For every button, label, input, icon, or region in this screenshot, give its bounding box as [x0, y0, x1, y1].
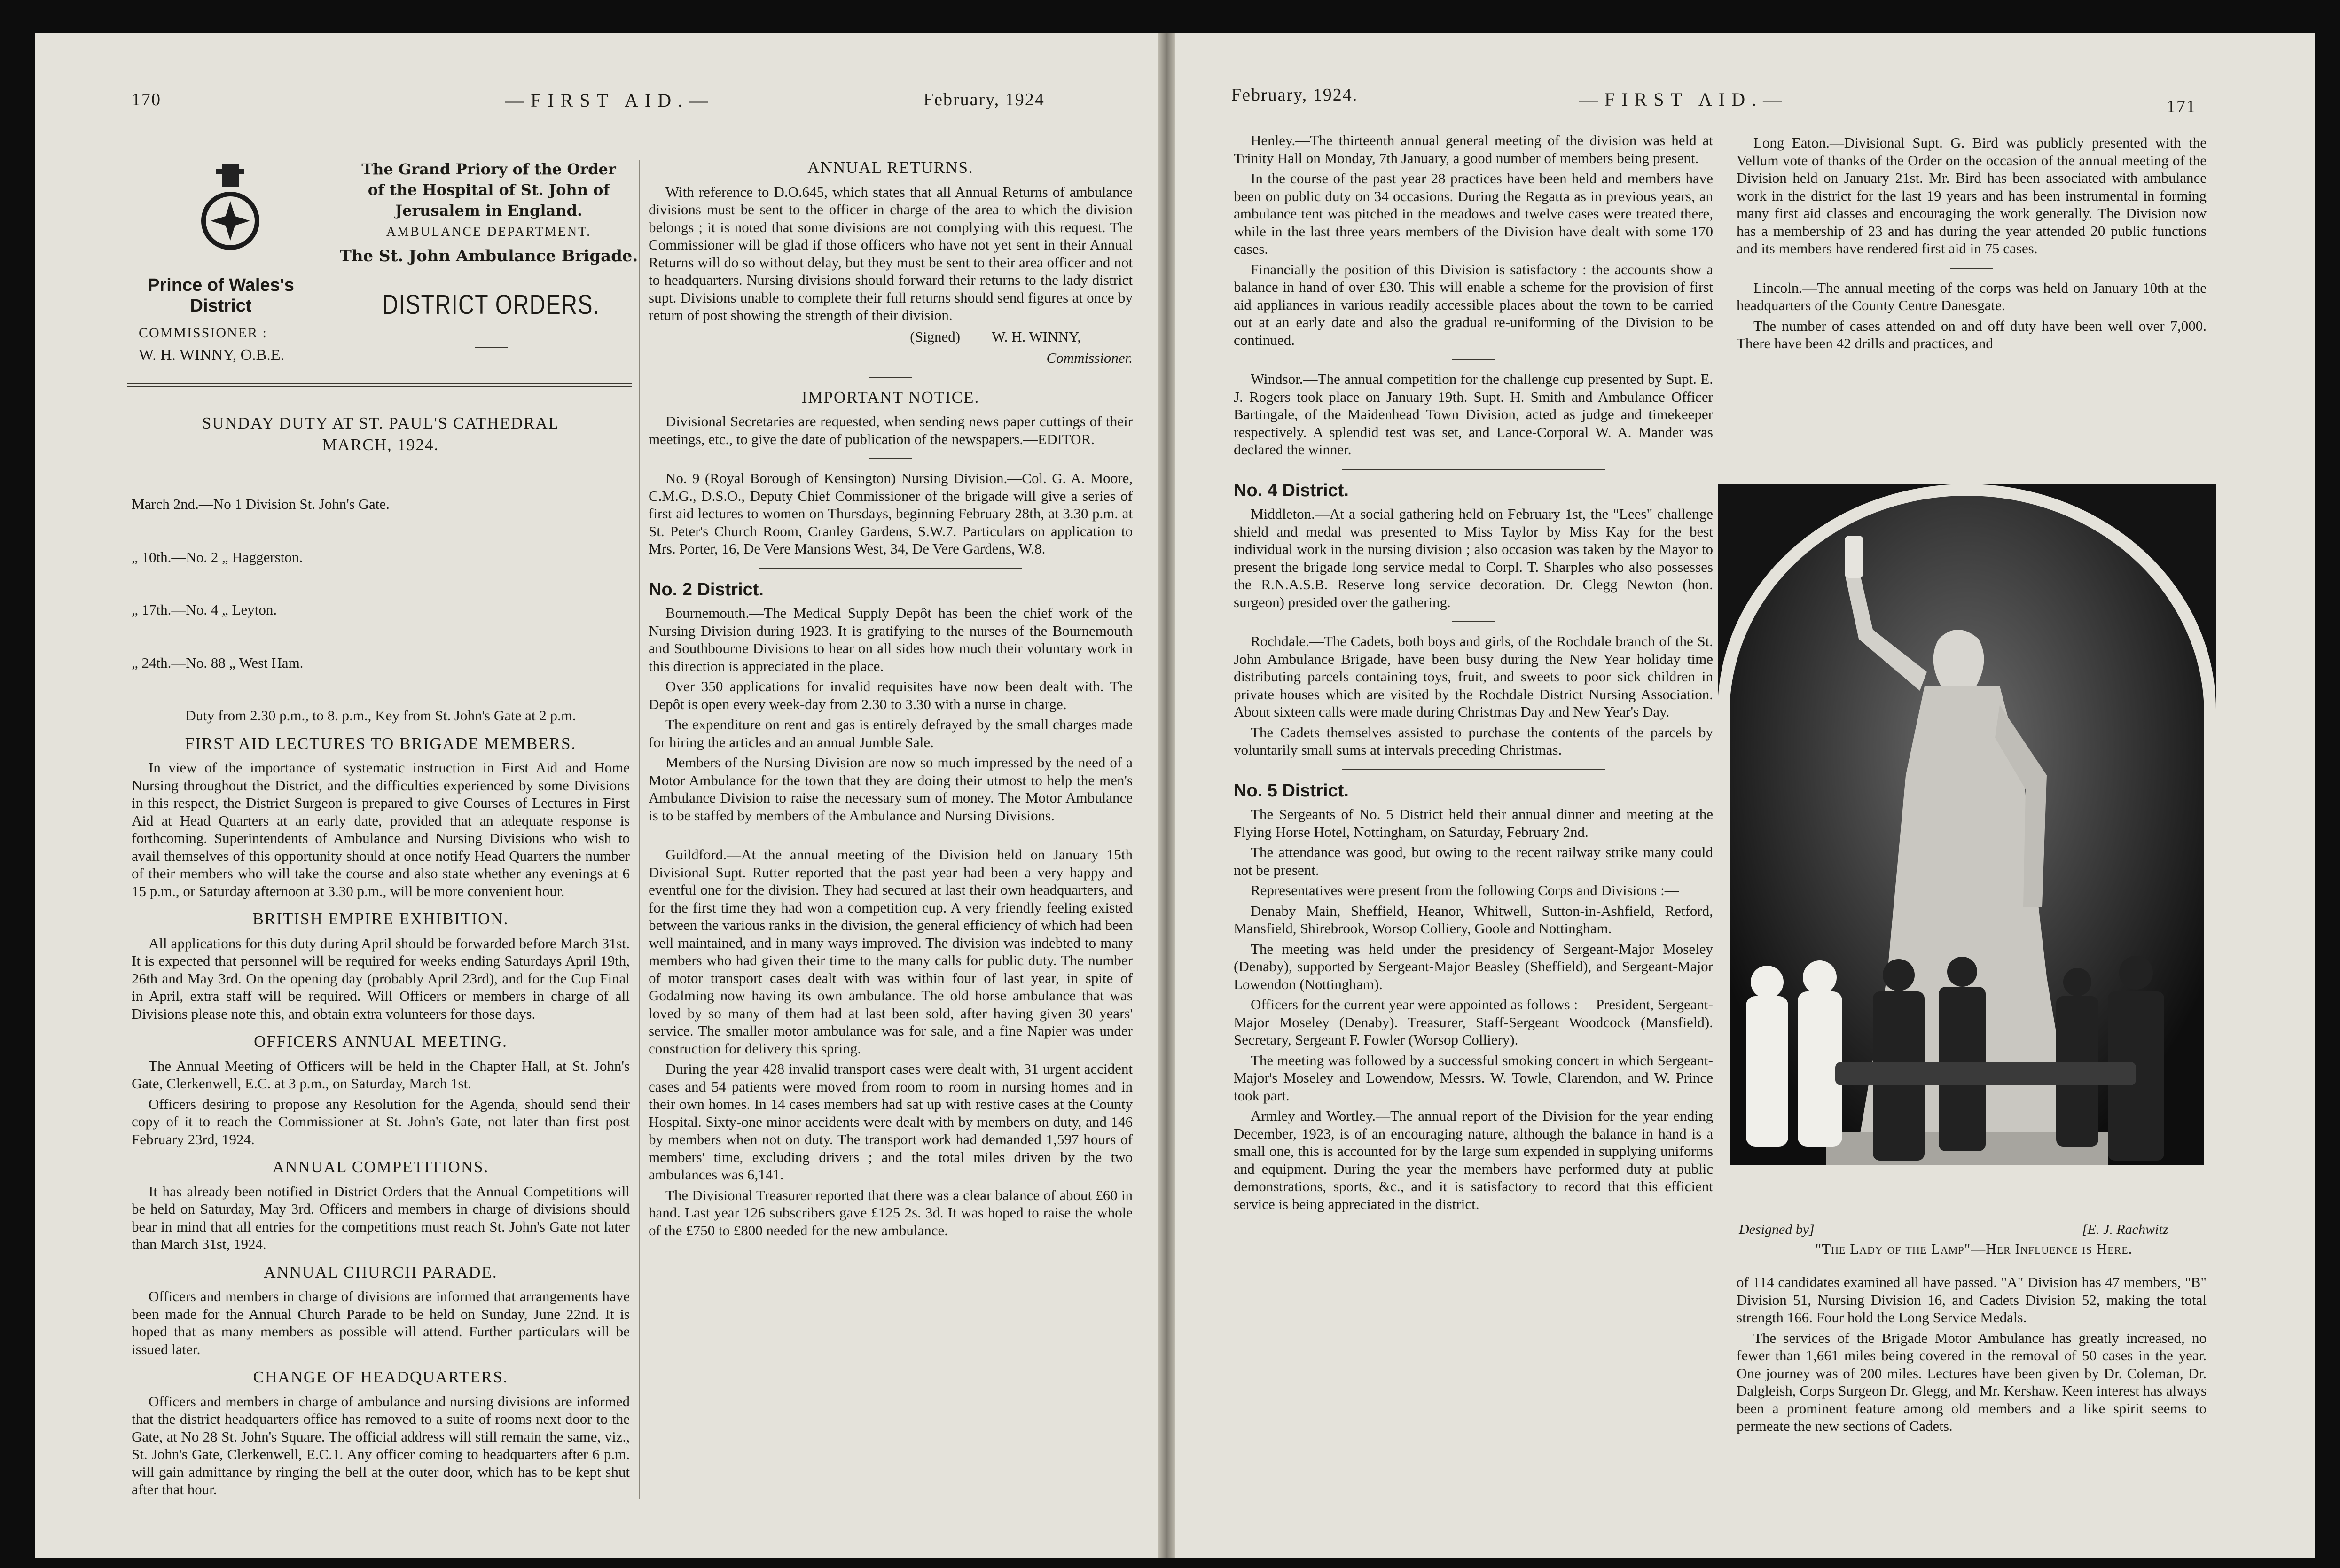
right-column-2-bottom	[1737, 1273, 2207, 1438]
running-title: —FIRST AID.—	[1579, 89, 1789, 110]
left-page	[35, 33, 1158, 1558]
paragraph-district5-1: The Sergeants of No. 5 District held their annual dinner and meeting at the Flying Horse Hotel, Nottingham, on Saturday, February 2nd.	[1234, 806, 1713, 840]
heading-sunday-month: MARCH, 1924.	[322, 435, 439, 454]
paragraph-notice: Divisional Secretaries are requested, when sending news paper cuttings of their meetings, etc., to give the date of publication of the newspapers.—EDITOR.	[649, 413, 1133, 447]
section-rule	[1342, 469, 1605, 470]
commissioner-label: COMMISSIONER :	[139, 325, 267, 341]
running-title: —FIRST AID.—	[505, 90, 715, 111]
heading-competitions: ANNUAL COMPETITIONS.	[272, 1158, 489, 1176]
duty-roster	[132, 460, 630, 707]
paragraph-rochdale-2: The Cadets themselves assisted to purchase the contents of the parcels by voluntarily small sums at intervals preceding Christmas.	[1234, 724, 1713, 758]
paragraph-competitions: It has already been notified in District Orders that the Annual Competitions will be held on Saturday, May 3rd. Officers and members in charge of divisions should bear in mind that all entries for the competitions must reach St. John's Gate not later than March 31st, 1924.	[132, 1183, 630, 1252]
order-badge-icon	[197, 160, 263, 258]
heading-exhibition: BRITISH EMPIRE EXHIBITION.	[252, 910, 509, 928]
heading-annual-returns: ANNUAL RETURNS.	[807, 158, 974, 177]
left-column-1	[132, 404, 630, 1501]
district-orders-title: DISTRICT ORDERS.	[382, 289, 600, 320]
paragraph-windsor: Windsor.—The annual competition for the challenge cup presented by Supt. E. J. Rogers took place on January 19th. Supt. H. Smith and Ambulance Officer Bartingale, of the Maidenhead Town Division, acted as judge and timekeeper respectively. A splendid test was set, and Lance-Corporal W. A. Mander was declared the winner.	[1234, 371, 1713, 458]
heading-district-4: No. 4 District.	[1234, 480, 1349, 500]
paragraph-bournemouth-2: Over 350 applications for invalid requisites have now been dealt with. The Depôt is open every week-day from 2.30 to 3.30 with a nurse in charge.	[649, 678, 1133, 712]
section-rule	[759, 568, 1022, 569]
issue-date: February, 1924	[923, 90, 1045, 109]
heading-lectures: FIRST AID LECTURES TO BRIGADE MEMBERS.	[185, 734, 577, 753]
paragraph-officers-1: The Annual Meeting of Officers will be held in the Chapter Hall, at St. John's Gate, Clerkenwell, E.C. at 3 p.m., on Saturday, March 1st.	[132, 1057, 630, 1092]
department: AMBULANCE DEPARTMENT.	[386, 225, 592, 239]
heading-district-5: No. 5 District.	[1234, 780, 1349, 801]
column-divider	[639, 160, 640, 1499]
order-line-2: of the Hospital of St. John of	[368, 181, 610, 199]
book-gutter	[1158, 33, 1175, 1558]
paragraph-exhibition: All applications for this duty during April should be forwarded before March 31st. It is expected that personnel will be required for weeks ending Saturdays April 19th, 26th and May 3rd. On the opening day (probably April 23rd), and for the Cup Final in April, extra staff will be required. Will Officers or members in charge of all Divisions please note this, and obtain extra volunteers for those days.	[132, 935, 630, 1022]
signed-name: W. H. WINNY,	[992, 328, 1081, 345]
roster-row: March 2nd.—No 1 Division St. John's Gate.	[132, 496, 390, 512]
paragraph-district5-5: The meeting was held under the presidency of Sergeant-Major Moseley (Denaby), supported by Sergeant-Major Beasley (Sheffield), and Sergeant-Major Lowendon (Nottingham).	[1234, 940, 1713, 992]
right-column-1	[1234, 132, 1713, 1216]
section-rule	[869, 377, 912, 378]
paragraph-henley-1: Henley.—The thirteenth annual general meeting of the division was held at Trinity Hall on Monday, 7th January, a good number of members being present.	[1234, 132, 1713, 166]
paragraph-church-parade: Officers and members in charge of divisions are informed that arrangements have been made for the Annual Church Parade to be held on Sunday, June 22nd. It is hoped that as many members as possible will attend. Further particulars will be issued later.	[132, 1288, 630, 1357]
paragraph-district5-3: Representatives were present from the following Corps and Divisions :—	[1251, 882, 1679, 898]
heading-district-2: No. 2 District.	[649, 579, 764, 600]
page-number: 171	[2167, 97, 2196, 117]
order-line-1: The Grand Priory of the Order	[361, 160, 616, 178]
issue-date: February, 1924.	[1231, 85, 1358, 105]
heading-important-notice: IMPORTANT NOTICE.	[801, 388, 980, 406]
section-rule	[1342, 769, 1605, 770]
commissioner-name: W. H. WINNY, O.B.E.	[139, 346, 285, 364]
heading-officers-meeting: OFFICERS ANNUAL MEETING.	[254, 1032, 508, 1051]
paragraph-henley-2: In the course of the past year 28 practices have been held and members have been on public duty on 34 occasions. During the Regatta as in previous years, an ambulance tent was pitched in the meadows and twelve cases were treated there, while in the last three years members of the Division have dealt with some 170 cases.	[1234, 170, 1713, 257]
paragraph-lectures: In view of the importance of systematic instruction in First Aid and Home Nursing throughout the District, and the difficulties experienced by some Divisions in this respect, the District Surgeon is prepared to give Courses of Lectures in First Aid at Head Quarters at an early date, provided that an adequate response is forthcoming. Superintendents of Ambulance and Nursing Divisions who wish to avail themselves of this opportunity should at once notify Head Quarters the number of their members who will take the course and also state whether any evenings at 6 15 p.m., or Saturday afternoon at 3.30 p.m., will be more convenient hour.	[132, 759, 630, 899]
masthead-rule	[475, 347, 508, 348]
district-name: Prince of Wales's District	[148, 275, 294, 316]
section-rule	[869, 458, 912, 459]
paragraph-lincoln-2: The number of cases attended on and off duty have been well over 7,000. There have been 42 drills and practices, and	[1737, 317, 2207, 351]
section-rule	[1452, 621, 1495, 622]
masthead-bottom-rule	[127, 383, 632, 384]
roster-row: „ 24th.—No. 88 „ West Ham.	[132, 654, 304, 671]
statue-photograph	[1718, 484, 2216, 1217]
paragraph-district5-7: The meeting was followed by a successful smoking concert in which Sergeant-Major's Moseley and Lowendow, Messrs. W. Towle, Clarendon, and W. Prince took part.	[1234, 1052, 1713, 1104]
paragraph-guildford-3: The Divisional Treasurer reported that there was a clear balance of about £60 in hand. Last year 126 subscribers gave £125 2s. 3d. It was hoped to raise the whole of the £750 to £800 needed for the new ambulance.	[649, 1186, 1133, 1239]
photo-caption: "The Lady of the Lamp"—Her Influence is Here.	[1815, 1240, 2133, 1257]
paragraph-rochdale-1: Rochdale.—The Cadets, both boys and girls, of the Rochdale branch of the St. John Ambulance Brigade, have been busy during the New Year holiday time distributing parcels containing toys, fruit, and sweets to poor sick children in private houses which are visited by the Rochdale District Nursing Association. About sixteen calls were made during Christmas Day and New Year's Day.	[1234, 633, 1713, 720]
roster-row: „ 17th.—No. 4 „ Leyton.	[132, 601, 277, 618]
paragraph-guildford-2: During the year 428 invalid transport cases were dealt with, 31 urgent accident cases and 54 patients were moved from room to room in nursing homes and in their own homes. In 14 cases members had sat up with restive cases at the County Hospital. Sixty-one minor accidents were dealt with by members on duty, and 146 by members when not on duty. The transport work had demanded 1,597 hours of members' time, excluding drivers ; and the total miles driven by the two ambulances was 6,141.	[649, 1061, 1133, 1183]
paragraph-bournemouth-1: Bournemouth.—The Medical Supply Depôt has been the chief work of the Nursing Division during 1923. It is gratifying to the nurses of the Bournemouth and Southbourne Divisions to hear on all sides how much their voluntary work in this direction is appreciated in the place.	[649, 605, 1133, 674]
paragraph-district5-6: Officers for the current year were appointed as follows :— President, Sergeant-Major Moseley (Denaby). Treasurer, Staff-Sergeant Woodcock (Mansfield). Secretary, Sergeant F. Fowler (Worsop Colliery).	[1234, 996, 1713, 1048]
paragraph-armley: Armley and Wortley.—The annual report of the Division for the year ending December, 1923, is of an encouraging nature, although the balance in hand is a small one, this is accounted for by the large sum expended in supplying uniforms and equipment. During the year the members have performed duty at public demonstrations, sports, &c., and it is satisfactory to record that this efficient service is being appreciated in the district.	[1234, 1108, 1713, 1212]
paragraph-district5-4: Denaby Main, Sheffield, Heanor, Whitwell, Sutton-in-Ashfield, Retford, Mansfield, Shirebrook, Worsop Colliery, Goole and Nottingham.	[1234, 902, 1713, 936]
paragraph-bournemouth-4: Members of the Nursing Division are now so much impressed by the need of a Motor Ambulance for the town that they are doing their utmost to help the men's Ambulance Division to raise the necessary sum of money. The Motor Ambulance is to be staffed by members of the Ambulance and Nursing Divisions.	[649, 754, 1133, 824]
paragraph-officers-2: Officers desiring to propose any Resolution for the Agenda, should send their copy of it to reach the Commissioner at St. John's Gate, not later than first post February 23rd, 1924.	[132, 1095, 630, 1147]
right-page	[1175, 33, 2315, 1558]
page-number: 170	[132, 90, 161, 109]
masthead-bottom-rule-2	[127, 386, 632, 387]
paragraph-guildford-1: Guildford.—At the annual meeting of the Division held on January 15th Divisional Supt. Rutter reported that the past year had been a very happy and eventful one for the division. They had secured at last their own headquarters, and for the first time they had won a competition cup. A very friendly feeling existed between the various ranks in the division, the general efficiency of which had been well maintained, and in many ways improved. The division was indebted to many members who had given their time to the many calls for public duty. The number of motor transport cases dealt with was within four of last year, in spite of Godalming now having its own ambulance. The old horse ambulance that was loved by so many of them had at last been sold, after having given 30 years' service. The smaller motor ambulance was for sale, and a fine Napier was under construction for delivery this spring.	[649, 846, 1133, 1057]
right-column-2-top	[1737, 134, 2207, 355]
heading-headquarters: CHANGE OF HEADQUARTERS.	[253, 1368, 509, 1386]
paragraph-headquarters: Officers and members in charge of ambulance and nursing divisions are informed that the district headquarters office has removed to a suite of rooms next door to the Gate, at No 28 St. John's Square. The official address will still remain the same, viz., St. John's Gate, Clerkenwell, E.C.1. Any officer coming to headquarters after 6 p.m. will gain admittance by ringing the bell at the outer door, which has to be kept shut after that hour.	[132, 1393, 630, 1498]
paragraph-district5-2: The attendance was good, but owing to the recent railway strike many could not be present.	[1234, 844, 1713, 878]
signed-label: (Signed)	[910, 328, 961, 345]
roster-row: „ 10th.—No. 2 „ Haggerston.	[132, 548, 303, 565]
photo-credit-photographer: [E. J. Rachwitz	[2082, 1222, 2168, 1237]
left-column-2	[649, 159, 1133, 1242]
paragraph-bournemouth-3: The expenditure on rent and gas is entirely defrayed by the small charges made for hiring the articles and an annual Jumble Sale.	[649, 716, 1133, 750]
paragraph-annual-returns: With reference to D.O.645, which states that all Annual Returns of ambulance divisions must be sent to the officer in charge of the area to which the division belongs ; it is noted that some divisions are not complying with this request. The Commissioner will be glad if those officers who have not yet sent in their Annual Returns will do so without delay, but they must be sent to their area officer and not to headquarters. Nursing divisions should forward their returns to the lady district supt. Divisions unable to complete their full returns should send figures at once by return of post showing the strength of their division.	[649, 183, 1133, 323]
section-rule	[1452, 359, 1495, 360]
paragraph-lincoln-3: of 114 candidates examined all have passed. "A" Division has 47 members, "B" Division 51, Nursing Division 16, and Cadets Division 52, making the total strength 166. Four hold the Long Service Medals.	[1737, 1274, 2207, 1326]
paragraph-henley-3: Financially the position of this Division is satisfactory : the accounts show a balance in hand of over £30. This will enable a scheme for the provision of first aid appliances in various readily accessible places about the town to be carried out at an early date and also the gradual re-uniforming of the Division to be continued.	[1234, 261, 1713, 348]
heading-sunday-duty: SUNDAY DUTY AT ST. PAUL'S CATHEDRAL	[202, 414, 560, 432]
section-rule	[1950, 268, 1993, 269]
order-line-3: Jerusalem in England.	[395, 202, 583, 219]
paragraph-kensington: No. 9 (Royal Borough of Kensington) Nursing Division.—Col. G. A. Moore, C.M.G., D.S.O., Deputy Chief Commissioner of the brigade will give a series of first aid lectures to women on Thursdays, beginning February 28th, at 3.30 p.m. at St. Peter's Church Room, Cranley Gardens, S.W.7. Particulars on application to Mrs. Porter, 16, De Vere Mansions West, 34, De Vere Gardens, W.8.	[649, 470, 1133, 557]
duty-hours: Duty from 2.30 p.m., to 8. p.m., Key from St. John's Gate at 2 p.m.	[185, 707, 576, 724]
order-name	[315, 159, 663, 221]
brigade-name: The St. John Ambulance Brigade.	[339, 247, 638, 265]
paragraph-lincoln-1: Lincoln.—The annual meeting of the corps was held on January 10th at the headquarters of the County Centre Danesgate.	[1737, 279, 2207, 313]
paragraph-long-eaton: Long Eaton.—Divisional Supt. G. Bird was publicly presented with the Vellum vote of thanks of the Order on the occasion of the annual meeting of the Division held on January 21st. Mr. Bird has been associated with ambulance work in the district for the last 19 years and has been instrumental in forming many first aid classes and encouraging the work generally. The Division now has a membership of 23 and has during the year attended 20 public functions and its members have rendered first aid in 75 cases.	[1737, 134, 2207, 257]
paragraph-middleton: Middleton.—At a social gathering held on February 1st, the "Lees" challenge shield and medal was presented to Miss Taylor by Miss Kay for the best individual work in the nursing division ; also occasion was taken by the Mayor to present the brigade long service medal to Corpl. T. Sharples who also possesses the R.N.A.S.B. Reserve long service decoration. Dr. Clegg Newton (hon. surgeon) presided over the gathering.	[1234, 506, 1713, 610]
photo-credit-designer: Designed by]	[1739, 1222, 1815, 1237]
signature-block	[649, 328, 1133, 346]
paragraph-lincoln-4: The services of the Brigade Motor Ambulance has greatly increased, no fewer than 1,661 miles being covered in the removal of 50 cases in the year. One journey was of 200 miles. Lectures have been given by Dr. Coleman, Dr. Dalgleish, Corps Surgeon Dr. Glegg, and Mr. Kershaw. Keen interest has always been a prominent feature among old members and a like spirit seems to permeate the new sections of Cadets.	[1737, 1329, 2207, 1434]
signed-title: Commissioner.	[1046, 350, 1133, 366]
heading-church-parade: ANNUAL CHURCH PARADE.	[264, 1263, 498, 1281]
